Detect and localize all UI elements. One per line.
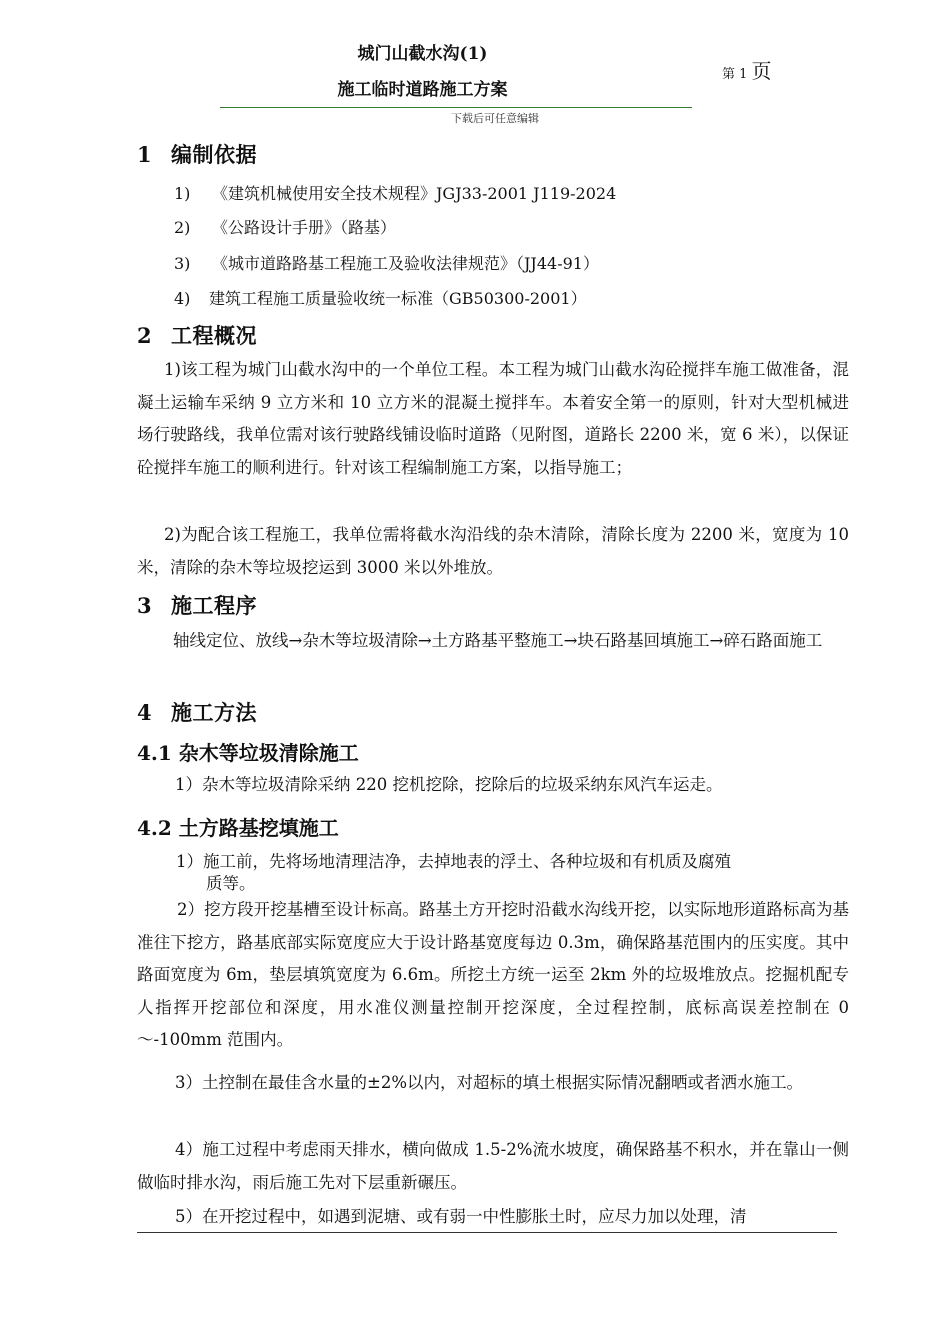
subsection-4-2-heading: 4.2 土方路基挖填施工 — [137, 816, 339, 840]
section-2-heading — [137, 320, 257, 350]
item-text: 《城市道路路基工程施工及验收法律规范》（JJ44-91） — [212, 254, 599, 273]
basis-item — [174, 251, 599, 274]
basis-item — [174, 286, 587, 309]
earthwork-item-3: 3）土控制在最佳含水量的±2%以内，对超标的填土根据实际情况翻晒或者洒水施工。 — [175, 1073, 803, 1092]
overview-paragraph-1: 1)该工程为城门山截水沟中的一个单位工程。本工程为城门山截水沟砼搅拌车施工做准备，混凝土运输车采纳 9 立方米和 10 立方米的混凝土搅拌车。本着安全第一的原则，针对大型机械进场行驶路线，我单位需对该行驶路线铺设临时道路（见附图，道路长 2200 米，宽 6 米），以保证砼搅拌车施工的顺利进行。针对该工程编制施工方案，以指导施工； — [137, 360, 849, 477]
earthwork-item-2: 2）挖方段开挖基槽至设计标高。路基土方开挖时沿截水沟线开挖，以实际地形道路标高为基准往下挖方，路基底部实际宽度应大于设计路基宽度每边 0.3m，确保路基范围内的压实度。其中路面宽度为 6m，垫层填筑宽度为 6.6m。所挖土方统一运至 2km 外的垃圾堆放点。挖掘机配专人指挥开挖部位和深度，用水准仪测量控制开挖深度，全过程控制，底标高误差控制在 0～-100mm 范围内。 — [137, 900, 849, 1049]
basis-item — [174, 215, 396, 238]
procedure-paragraph: 轴线定位、放线→杂木等垃圾清除→土方路基平整施工→块石路基回填施工→碎石路面施工 — [173, 631, 823, 650]
earthwork-item-4: 4）施工过程中考虑雨天排水，横向做成 1.5-2%流水坡度，确保路基不积水，并在靠山一侧做临时排水沟，雨后施工先对下层重新碾压。 — [137, 1140, 849, 1192]
item-number: 1) — [174, 184, 191, 203]
footer-divider — [137, 1232, 837, 1233]
download-note: 下载后可任意编辑 — [451, 112, 539, 125]
section-title: 工程概况 — [171, 323, 257, 348]
section-4-heading — [137, 697, 257, 727]
section-3-heading — [137, 590, 257, 620]
clearing-paragraph: 1）杂木等垃圾清除采纳 220 挖机挖除，挖除后的垃圾采纳东风汽车运走。 — [175, 775, 723, 794]
section-title: 编制依据 — [171, 142, 257, 167]
item-number: 3) — [174, 254, 191, 273]
page-number-suffix: 页 — [751, 59, 772, 83]
page-number-prefix: 第 1 — [722, 67, 752, 82]
section-number: 1 — [137, 142, 153, 167]
item-text: 《建筑机械使用安全技术规程》JGJ33-2001 J119-2024 — [212, 184, 617, 203]
section-1-heading — [137, 139, 257, 169]
document-title-line2: 施工临时道路施工方案 — [337, 80, 508, 100]
earthwork-item-5: 5）在开挖过程中，如遇到泥塘、或有弱一中性膨胀土时，应尽力加以处理，清 — [175, 1207, 747, 1226]
section-title: 施工程序 — [171, 593, 257, 618]
item-text: 《公路设计手册》（路基） — [212, 218, 397, 237]
section-number: 3 — [137, 593, 153, 618]
section-title: 施工方法 — [171, 700, 257, 725]
item-text-line2: 质等。 — [206, 874, 256, 893]
page-number — [722, 55, 772, 84]
item-number: 4) — [174, 289, 191, 308]
section-number: 2 — [137, 323, 153, 348]
earthwork-item-1 — [176, 851, 836, 895]
document-title-line1: 城门山截水沟(1) — [357, 44, 488, 64]
subsection-4-1-heading: 4.1 杂木等垃圾清除施工 — [137, 741, 359, 765]
overview-paragraph-2: 2)为配合该工程施工，我单位需将截水沟沿线的杂木清除，清除长度为 2200 米，宽度为 10 米，清除的杂木等垃圾挖运到 3000 米以外堆放。 — [137, 525, 849, 577]
section-number: 4 — [137, 700, 153, 725]
item-number: 2) — [174, 218, 191, 237]
item-text: 建筑工程施工质量验收统一标准（GB50300-2001） — [209, 289, 587, 308]
basis-item — [174, 181, 616, 204]
item-text-line1: 1）施工前，先将场地清理洁净，去掉地表的浮土、各种垃圾和有机质及腐殖 — [176, 852, 731, 871]
header-divider — [220, 107, 692, 108]
